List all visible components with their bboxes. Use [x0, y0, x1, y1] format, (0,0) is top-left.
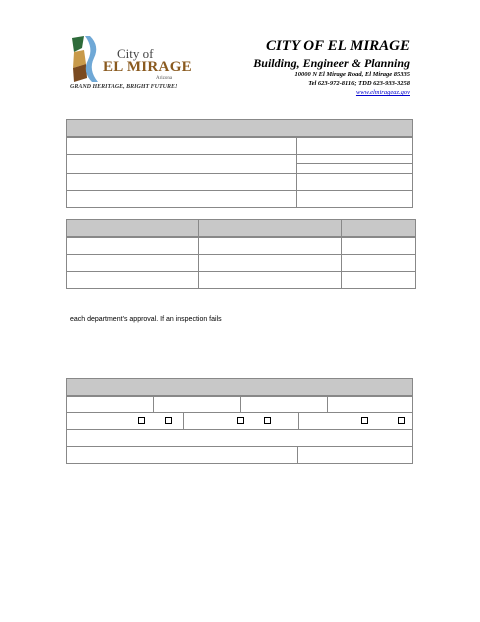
table-3-col-divider — [298, 412, 299, 429]
table-1-row-line — [66, 190, 413, 191]
instructions-paragraph: each department’s approval. If an inspection fails — [70, 316, 222, 323]
table-3-col-divider — [240, 396, 241, 412]
table-1-header-band — [66, 119, 413, 137]
checkbox[interactable] — [398, 417, 405, 424]
table-2-col-divider — [341, 219, 342, 237]
checkbox[interactable] — [138, 417, 145, 424]
logo-tagline: GRAND HERITAGE, BRIGHT FUTURE! — [70, 84, 178, 90]
checkbox[interactable] — [361, 417, 368, 424]
table-2-body — [66, 237, 416, 289]
table-3-row-line — [66, 429, 413, 430]
table-3-col-divider — [153, 396, 154, 412]
table-3-row-line — [66, 446, 413, 447]
table-2-col-divider — [198, 219, 199, 237]
header-department: Building, Engineer & Planning — [253, 56, 410, 70]
table-3-col-divider — [297, 446, 298, 464]
header-title: CITY OF EL MIRAGE — [265, 38, 410, 54]
table-2-col-divider — [198, 237, 199, 289]
table-2-row-line — [66, 271, 416, 272]
logo-city-of: City of — [117, 46, 154, 61]
table-1-row-line — [297, 163, 413, 164]
table-3-col-divider — [183, 412, 184, 429]
checkbox[interactable] — [264, 417, 271, 424]
logo-name: EL MIRAGE — [103, 59, 192, 75]
header-phone: Tel 623-972-8116; TDD 623-933-3258 — [308, 80, 410, 87]
table-2-col-divider — [341, 237, 342, 289]
city-logo-icon — [70, 34, 100, 84]
table-2-row-line — [66, 254, 416, 255]
table-2-header-band — [66, 219, 416, 237]
checkbox[interactable] — [165, 417, 172, 424]
table-3-col-divider — [327, 396, 328, 412]
table-3-row-line — [66, 412, 413, 413]
table-3-header-band — [66, 378, 413, 396]
checkbox[interactable] — [237, 417, 244, 424]
header-website-link[interactable]: www.elmirageaz.gov — [355, 89, 410, 96]
table-1-row-line — [66, 173, 413, 174]
table-1-row-line — [66, 154, 413, 155]
header-address: 10000 N El Mirage Road, El Mirage 85335 — [294, 71, 410, 78]
logo-state: Arizona — [156, 76, 173, 81]
